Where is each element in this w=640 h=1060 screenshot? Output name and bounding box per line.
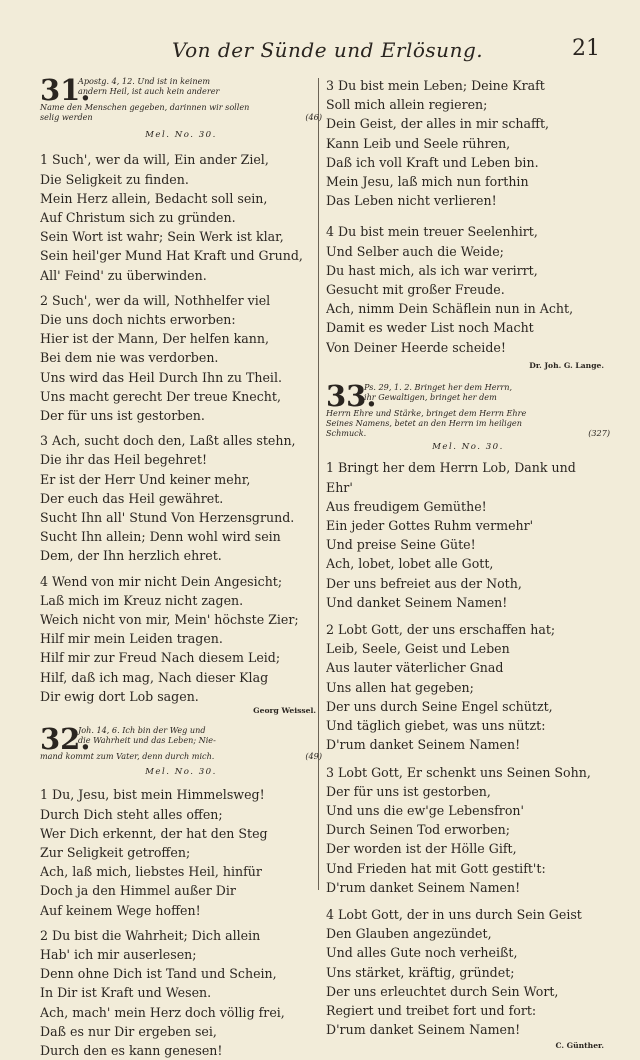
verse-line: Hier ist der Mann, Der helfen kann,: [40, 331, 269, 347]
verse-line: Der euch das Heil gewähret.: [40, 490, 224, 506]
verse-line: 1 Bringt her dem Herrn Lob, Dank und: [326, 460, 576, 476]
ref-line: mand kommt zum Vater, denn durch mich.: [40, 751, 215, 762]
verse: [326, 620, 610, 754]
ref-line: die Wahrheit und das Leben; Nie-: [78, 735, 216, 746]
verse-line: 2 Such', wer da will, Nothhelfer viel: [40, 292, 271, 308]
verse-line: In Dir ist Kraft und Wesen.: [40, 985, 212, 1001]
verse: [326, 458, 610, 612]
verse-line: Doch ja den Himmel außer Dir: [40, 883, 236, 899]
verse-line: 2 Lobt Gott, der uns erschaffen hat;: [326, 622, 556, 638]
verse-line: Der uns erleuchtet durch Sein Wort,: [326, 983, 559, 999]
verse: [326, 222, 610, 356]
verse-line: 3 Lobt Gott, Er schenkt uns Seinen Sohn,: [326, 764, 591, 780]
ref-tail: [40, 751, 322, 761]
verse-line: Der uns befreiet aus der Noth,: [326, 575, 522, 591]
verse-line: Weich nicht von mir, Mein' höchste Zier;: [40, 612, 299, 628]
verse-line: Und uns die ew'ge Lebensfron': [326, 802, 524, 818]
melody-ref: Mel. No. 30.: [145, 130, 217, 141]
hymn-number: 33.: [326, 378, 377, 413]
verse: [326, 763, 610, 897]
verse-line: 4 Wend von mir nicht Dein Angesicht;: [40, 573, 283, 589]
verse-line: 1 Du, Jesu, bist mein Himmelsweg!: [40, 787, 265, 803]
ref-line: Joh. 14, 6. Ich bin der Weg und: [78, 725, 206, 736]
verse: [326, 905, 610, 1039]
verse-line: 2 Du bist die Wahrheit; Dich allein: [40, 927, 261, 943]
verse-line: Der für uns ist gestorben.: [40, 408, 205, 424]
ref-count: (46): [305, 112, 322, 123]
verse-line: Hilf mir zur Freud Nach diesem Leid;: [40, 650, 281, 666]
ref-line: Name den Menschen gegeben, darinnen wir sollen: [40, 102, 250, 112]
verse-line: Daß ich voll Kraft und Leben bin.: [326, 154, 539, 170]
verse: [40, 150, 322, 284]
scripture-reference: [364, 382, 610, 402]
verse-line: Regiert und treibet fort und fort:: [326, 1002, 537, 1018]
verse-line: Und alles Gute noch verheißt,: [326, 945, 518, 961]
verse-line: Laß mich im Kreuz nicht zagen.: [40, 592, 244, 608]
ref-tail: [40, 112, 322, 122]
verse-line: 4 Du bist mein treuer Seelenhirt,: [326, 224, 538, 240]
verse-line: Dein Geist, der alles in mir schafft,: [326, 116, 550, 132]
verse-line: Uns stärket, kräftig, gründet;: [326, 964, 515, 980]
verse-line: Uns allen hat gegeben;: [326, 679, 474, 695]
verse-line: Ach, laß mich, liebstes Heil, hinfür: [40, 864, 262, 880]
verse-line: Daß es nur Dir ergeben sei,: [40, 1023, 217, 1039]
verse-line: Hilf, daß ich mag, Nach dieser Klag: [40, 669, 269, 685]
verse: [40, 431, 322, 565]
verse-line: Ach, mach' mein Herz doch völlig frei,: [40, 1004, 285, 1020]
verse-line: Ehr': [326, 479, 353, 495]
hymn-author: Georg Weissel.: [253, 706, 316, 716]
verse-line: Sein Wort ist wahr; Sein Werk ist klar,: [40, 229, 284, 245]
verse-line: D'rum danket Seinem Namen!: [326, 737, 521, 753]
left-column: [40, 73, 322, 1060]
ref-line: Herrn Ehre und Stärke, bringet dem Herrn Ehre: [326, 407, 527, 418]
verse-line: D'rum danket Seinem Namen!: [326, 1022, 521, 1038]
verse-line: Aus freudigem Gemüthe!: [326, 498, 487, 514]
verse-line: Durch den es kann genesen!: [40, 1042, 223, 1058]
verse-line: Uns macht gerecht Der treue Knecht,: [40, 388, 281, 404]
verse-line: Ein jeder Gottes Ruhm vermehr': [326, 518, 534, 534]
verse-line: 3 Du bist mein Leben; Deine Kraft: [326, 78, 545, 93]
verse-line: Gesucht mit großer Freude.: [326, 282, 505, 298]
verse-line: Durch Seinen Tod erworben;: [326, 822, 510, 838]
ref-count: (49): [305, 751, 322, 762]
hymn-32-continued: [326, 76, 610, 370]
verse-line: Auf Christum sich zu gründen.: [40, 210, 236, 226]
verse-line: Ach, lobet, lobet alle Gott,: [326, 556, 494, 572]
verse-line: Denn ohne Dich ist Tand und Schein,: [40, 966, 277, 982]
verse-line: Sucht Ihn allein; Denn wohl wird sein: [40, 529, 281, 545]
verse: [40, 785, 322, 919]
verse-line: Die ihr das Heil begehret!: [40, 452, 208, 468]
ref-line: Schmuck.: [326, 428, 367, 439]
ref-line: ihr Gewaltigen, bringet her dem: [364, 392, 497, 403]
verse-line: Damit es weder List noch Macht: [326, 320, 534, 336]
verse: [326, 76, 610, 210]
hymn-32: [40, 722, 322, 1060]
verse-line: Er ist der Herr Und keiner mehr,: [40, 471, 251, 487]
ref-tail: [326, 428, 610, 438]
verse-line: Und Frieden hat mit Gott gestift't:: [326, 860, 546, 876]
ref-count: (327): [588, 428, 610, 439]
verse-line: Du hast mich, als ich war verirrt,: [326, 262, 538, 278]
verse: [40, 572, 322, 706]
verse-line: Die uns doch nichts erworben:: [40, 312, 236, 328]
verse-line: 1 Such', wer da will, Ein ander Ziel,: [40, 152, 269, 168]
verse-line: 3 Ach, sucht doch den, Laßt alles stehn,: [40, 433, 296, 449]
verse-line: Soll mich allein regieren;: [326, 97, 488, 113]
verse-line: Ach, nimm Dein Schäflein nun in Acht,: [326, 301, 574, 317]
verse-line: Das Leben nicht verlieren!: [326, 193, 497, 209]
verse-line: Leib, Seele, Geist und Leben: [326, 641, 510, 657]
ref-line: Seines Namens, betet an den Herrn im heiligen: [326, 418, 522, 429]
scripture-reference: [78, 725, 322, 745]
verse-line: Der für uns ist gestorben,: [326, 783, 491, 799]
verse-line: Sucht Ihn all' Stund Von Herzensgrund.: [40, 510, 295, 526]
verse-line: Sein heil'ger Mund Hat Kraft und Grund,: [40, 248, 303, 264]
verse-line: Der uns durch Seine Engel schützt,: [326, 698, 553, 714]
melody-ref: Mel. No. 30.: [432, 442, 504, 453]
verse-line: D'rum danket Seinem Namen!: [326, 879, 521, 895]
verse-line: Kann Leib und Seele rühren,: [326, 135, 511, 151]
verse-line: Durch Dich steht alles offen;: [40, 806, 223, 822]
verse-line: Zur Seligkeit getroffen;: [40, 844, 191, 860]
verse-line: Mein Jesu, laß mich nun forthin: [326, 174, 529, 190]
hymn-33: [326, 378, 610, 1051]
verse-line: Der worden ist der Hölle Gift,: [326, 841, 517, 857]
verse-line: Aus lauter väterlicher Gnad: [326, 660, 504, 676]
verse-line: Und danket Seinem Namen!: [326, 594, 508, 610]
verse-line: Wer Dich erkennt, der hat den Steg: [40, 825, 268, 841]
hymn-author: Dr. Joh. G. Lange.: [529, 360, 604, 370]
verse-line: All' Feind' zu überwinden.: [40, 267, 207, 283]
verse-line: Hab' ich mir auserlesen;: [40, 946, 197, 962]
verse-line: Mein Herz allein, Bedacht soll sein,: [40, 190, 268, 206]
verse: [40, 291, 322, 425]
verse-line: Und Selber auch die Weide;: [326, 243, 504, 259]
page-title: Von der Sünde und Erlösung.: [172, 38, 484, 62]
verse: [40, 926, 322, 1060]
ref-line: Ps. 29, 1. 2. Bringet her dem Herrn,: [364, 381, 513, 392]
verse-line: Hilf mir mein Leiden tragen.: [40, 631, 223, 647]
hymn-number: 32.: [40, 722, 91, 757]
ref-line: selig werden: [40, 112, 93, 123]
verse-line: Und täglich giebet, was uns nützt:: [326, 718, 546, 734]
ref-line: Apostg. 4, 12. Und ist in keinem: [78, 76, 211, 86]
hymn-number: 31.: [40, 73, 91, 107]
verse-line: Und preise Seine Güte!: [326, 537, 476, 553]
ref-line: andern Heil, ist auch kein anderer: [78, 86, 220, 97]
hymn-31: [40, 73, 322, 716]
hymn-author: C. Günther.: [555, 1041, 604, 1051]
verse-line: 4 Lobt Gott, der in uns durch Sein Geist: [326, 906, 582, 922]
verse-line: Bei dem nie was verdorben.: [40, 350, 219, 366]
page-number: 21: [572, 36, 600, 61]
verse-line: Uns wird das Heil Durch Ihn zu Theil.: [40, 369, 282, 385]
verse-line: Die Seligkeit zu finden.: [40, 171, 189, 187]
melody-ref: Mel. No. 30.: [145, 767, 217, 778]
verse-line: Dem, der Ihn herzlich ehret.: [40, 548, 222, 564]
right-column: [326, 76, 610, 1050]
verse-line: Den Glauben angezündet,: [326, 926, 492, 942]
verse-line: Dir ewig dort Lob sagen.: [40, 688, 199, 704]
verse-line: Auf keinem Wege hoffen!: [40, 902, 201, 918]
scripture-reference: [78, 76, 322, 96]
verse-line: Von Deiner Heerde scheide!: [326, 339, 506, 355]
